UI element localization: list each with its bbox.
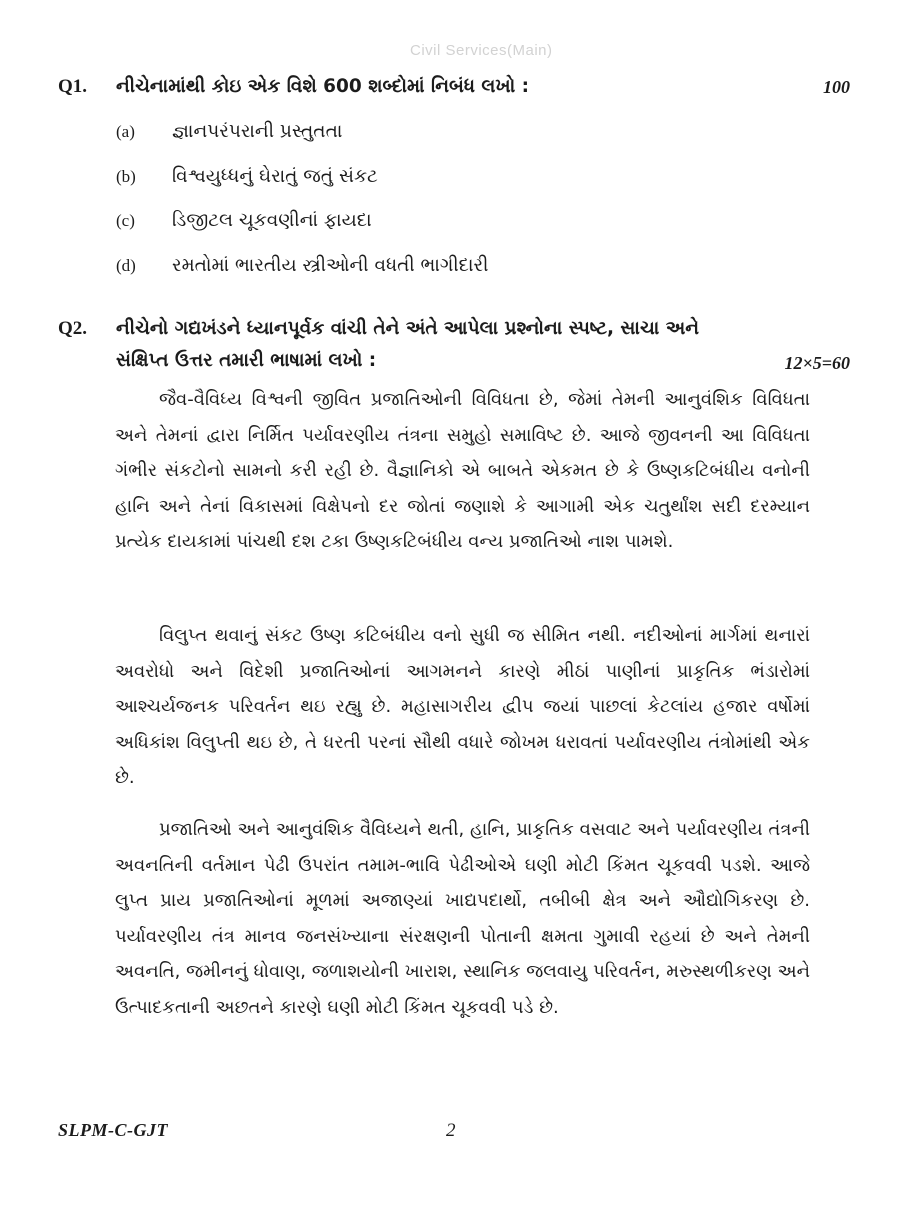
question-2-marks: 12×5=60 — [784, 353, 850, 373]
question-2-line-1: નીચેનો ગદ્યખંડને ધ્યાનપૂર્વક વાંચી તેને અંતે આપેલા પ્રશ્નોના સ્પષ્ટ, સાચા અને — [116, 318, 700, 339]
passage-paragraph-2: વિલુપ્ત થવાનું સંકટ ઉષ્ણ કટિબંધીય વનો સુધી જ સીમિત નથી. નદીઓનાં માર્ગમાં થનારાં અવરોધો અને વિદેશી પ્રજાતિઓનાં આગમનને કારણે મીઠાં પાણીનાં પ્રાકૃતિક ભંડારોમાં આશ્ચર્યજનક પરિવર્તન થઇ રહ્યુ છે. મહાસાગરીય દ્વીપ જયાં પાછલાં કેટલાંય હજાર વર્ષોમાં અધિકાંશ વિલુપ્તી થઇ છે, તે ધરતી પરનાં સૌથી વધારે જોખમ ધરાવતાં પર્યાવરણીય તંત્રોમાંથી એક છે. — [115, 625, 810, 788]
option-d-letter: (d) — [116, 256, 136, 275]
option-d-text: રમતોમાં ભારતીય સ્ત્રીઓની વધતી ભાગીદારી — [172, 255, 489, 276]
passage-paragraph-3: પ્રજાતિઓ અને આનુવંશિક વૈવિધ્યને થતી, હાનિ, પ્રાકૃતિક વસવાટ અને પર્યાવરણીય તંત્રની અવનતિની વર્તમાન પેઢી ઉપરાંત તમામ-ભાવિ પેઢીઓએ ઘણી મોટી કિંમત ચૂકવવી પડશે. આજે લુપ્ત પ્રાય પ્રજાતિઓનાં મૂળમાં અજાણ્યાં ખાદ્યપદાર્થો, તબીબી ક્ષેત્ર અને ઔદ્યોગિકરણ છે. પર્યાવરણીય તંત્ર માનવ જનસંખ્યાના સંરક્ષણની પોતાની ક્ષમતા ગુમાવી રહયાં છે અને તેમની અવનતિ, જમીનનું ધોવાણ, જળાશયોની ખારાશ, સ્થાનિક જલવાયુ પરિવર્તન, મરુસ્થળીકરણ અને ઉત્પાદકતાની અછતને કારણે ઘણી મોટી કિંમત ચૂકવવી પડે છે. — [115, 819, 810, 1018]
option-b-letter: (b) — [116, 167, 136, 186]
option-a-text: જ્ઞાનપરંપરાની પ્રસ્તુતતા — [172, 121, 343, 142]
option-c-letter: (c) — [116, 211, 135, 230]
passage-paragraph-1: જૈવ-વૈવિધ્ય વિશ્વની જીવિત પ્રજાતિઓની વિવિધતા છે, જેમાં તેમની આનુવંશિક વિવિધતા અને તેમનાં દ્વારા નિર્મિત પર્યાવરણીય તંત્રના સમુહો સમાવિષ્ટ છે. આજે જીવનની આ વિવિધતા ગંભીર સંકટોનો સામનો કરી રહી છે. વૈજ્ઞાનિકો એ બાબતે એકમત છે કે ઉષ્ણકટિબંધીય વનોની હાનિ અને તેનાં વિકાસમાં વિક્ષેપનો દર જોતાં જણાશે કે આગામી એક ચતુર્થાંશ સદી દરમ્યાન પ્રત્યેક દાયકામાં પાંચથી દશ ટકા ઉષ્ણકટિબંધીય વન્ય પ્રજાતિઓ નાશ પામશે. — [115, 389, 810, 552]
option-c-text: ડિજીટલ ચૂકવણીનાં ફાયદા — [172, 210, 372, 231]
question-2-number: Q2. — [58, 318, 88, 339]
option-a-letter: (a) — [116, 122, 135, 141]
watermark: Civil Services(Main) — [410, 42, 553, 59]
page-number: 2 — [446, 1120, 456, 1141]
option-b-text: વિશ્વયુધ્ધનું ઘેરાતું જતું સંકટ — [172, 166, 378, 187]
question-2-line-2: સંક્ષિપ્ત ઉત્તર તમારી ભાષામાં લખો : — [116, 350, 377, 371]
question-1-text: નીચેનામાંથી કોઇ એક વિશે 600 શબ્દોમાં નિબંધ લખો : — [116, 76, 530, 97]
paper-code: SLPM-C-GJT — [58, 1120, 168, 1140]
question-1-number: Q1. — [58, 76, 88, 97]
question-1-marks: 100 — [823, 77, 850, 97]
